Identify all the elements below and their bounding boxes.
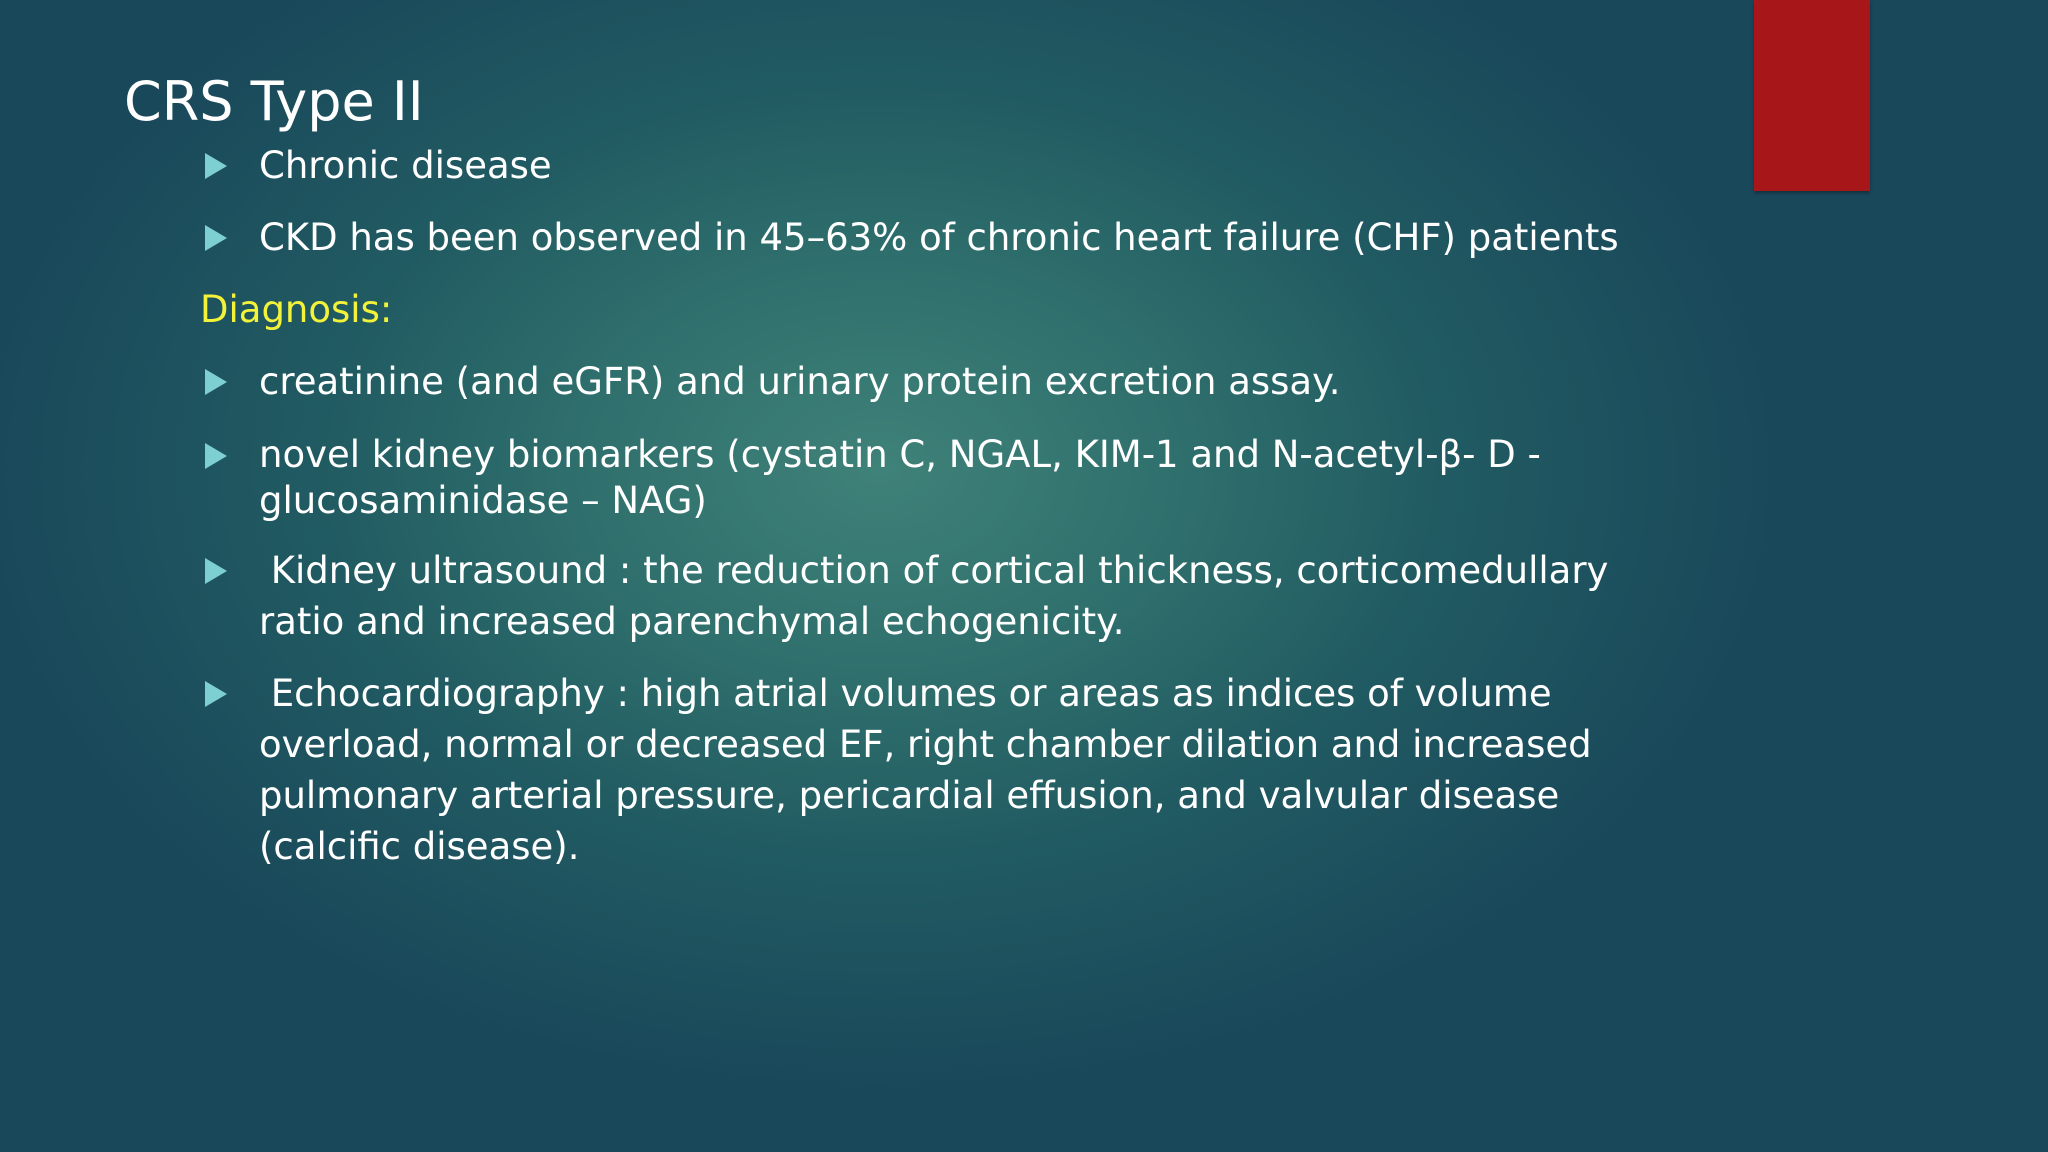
bullet-text: creatinine (and eGFR) and urinary protein excretion assay. xyxy=(259,360,1341,403)
bullet-item-biomarkers xyxy=(200,432,1700,524)
triangle-bullet-icon xyxy=(205,153,227,179)
triangle-bullet-icon xyxy=(205,225,227,251)
bullet-item-chronic-disease xyxy=(200,140,1700,191)
diagnosis-heading: Diagnosis: xyxy=(200,288,393,331)
slide-content xyxy=(200,140,1700,872)
bullet-text: Chronic disease xyxy=(259,144,552,187)
accent-tab xyxy=(1754,0,1870,191)
triangle-bullet-icon xyxy=(205,681,227,707)
slide-title: CRS Type II xyxy=(124,70,424,133)
triangle-bullet-icon xyxy=(205,558,227,584)
triangle-bullet-icon xyxy=(205,443,227,469)
bullet-item-kidney-ultrasound xyxy=(200,545,1700,647)
bullet-text: Echocardiography : high atrial volumes or areas as indices of volume overload, normal or decreased EF, right chamber dilation and increased pulmonary arterial pressure, pericardial effusion, and valvular disease (calcific disease). xyxy=(259,672,1604,868)
bullet-text: Kidney ultrasound : the reduction of cortical thickness, corticomedullary ratio and increased parenchymal echogenicity. xyxy=(259,549,1621,643)
bullet-text: novel kidney biomarkers (cystatin C, NGAL, KIM-1 and N-acetyl-β- D - glucosaminidase – NAG) xyxy=(259,433,1541,522)
bullet-item-creatinine xyxy=(200,356,1700,407)
bullet-text: CKD has been observed in 45–63% of chronic heart failure (CHF) patients xyxy=(259,216,1619,259)
bullet-item-echocardiography xyxy=(200,668,1700,872)
triangle-bullet-icon xyxy=(205,369,227,395)
bullet-item-ckd xyxy=(200,212,1700,263)
